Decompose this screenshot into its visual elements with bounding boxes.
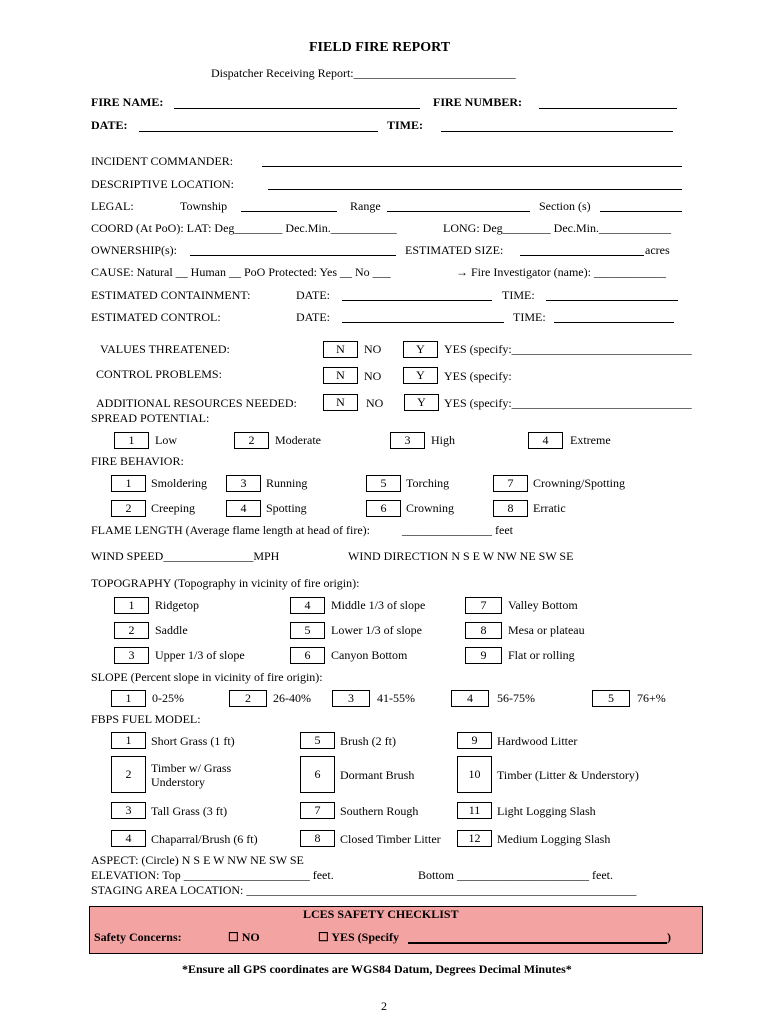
safety-concerns-label: Safety Concerns: [94,930,182,944]
slope-box-1[interactable]: 1 [111,690,146,707]
fuel-box-12[interactable]: 12 [457,830,492,847]
behavior-box-4[interactable]: 4 [226,500,261,517]
fuel-box-3[interactable]: 3 [111,802,146,819]
fuel-box-9[interactable]: 9 [457,732,492,749]
fuel-label-5: Brush (2 ft) [340,734,396,748]
staging-area-location[interactable]: STAGING AREA LOCATION: _________________________________________________________________ [91,883,637,897]
dispatcher-receiving-report[interactable]: Dispatcher Receiving Report:___________________________ [211,66,516,80]
fuel-box-4[interactable]: 4 [111,830,146,847]
fuel-model-label: FBPS FUEL MODEL: [91,712,201,726]
containment-date-field[interactable] [342,300,492,301]
cause-row[interactable]: CAUSE: Natural __ Human __ PoO Protected: Yes __ No ___ [91,265,391,279]
topo-box-2[interactable]: 2 [114,622,149,639]
spread-box-4[interactable]: 4 [528,432,563,449]
values-threatened-n-box[interactable]: N [323,341,358,358]
ownership-label: OWNERSHIP(s): [91,243,177,257]
control-problems-yes[interactable]: YES (specify: [444,369,512,383]
topo-box-4[interactable]: 4 [290,597,325,614]
fire-name-label: FIRE NAME: [91,95,164,109]
page-number: 2 [381,999,387,1013]
fire-number-field[interactable] [539,108,677,109]
behavior-label-3: Running [266,476,308,490]
fuel-label-1: Short Grass (1 ft) [151,734,235,748]
safety-specify-close: ) [667,930,671,944]
behavior-box-1[interactable]: 1 [111,475,146,492]
fuel-box-1[interactable]: 1 [111,732,146,749]
estimated-containment-label: ESTIMATED CONTAINMENT: [91,288,251,302]
fire-behavior-label: FIRE BEHAVIOR: [91,454,184,468]
township-field[interactable] [241,211,337,212]
safety-yes-checkbox[interactable]: ☐ YES (Specify [318,930,399,944]
elevation-bottom[interactable]: Bottom ______________________ feet. [418,868,613,882]
topo-label-4: Middle 1/3 of slope [331,598,426,612]
additional-resources-no: NO [366,396,384,410]
topo-label-5: Lower 1/3 of slope [331,623,422,637]
topo-box-9[interactable]: 9 [465,647,502,664]
additional-resources-label: ADDITIONAL RESOURCES NEEDED: [96,396,297,410]
values-threatened-label: VALUES THREATENED: [100,342,230,356]
control-problems-no: NO [364,369,382,383]
date-label: DATE: [91,118,128,132]
slope-label-1: 0-25% [152,691,184,705]
legal-label: LEGAL: [91,199,134,213]
fuel-label-10: Timber (Litter & Understory) [497,768,639,782]
fuel-box-10[interactable]: 10 [457,756,492,793]
topo-box-7[interactable]: 7 [465,597,502,614]
fuel-label-2a: Timber w/ Grass [151,761,232,775]
flame-length-label: FLAME LENGTH (Average flame length at head of fire): [91,523,371,537]
behavior-label-7: Crowning/Spotting [533,476,626,490]
slope-label-4: 56-75% [497,691,535,705]
incident-commander-field[interactable] [262,166,682,167]
slope-box-4[interactable]: 4 [451,690,489,707]
behavior-box-6[interactable]: 6 [366,500,401,517]
fuel-label-6: Dormant Brush [340,768,415,782]
section-field[interactable] [600,211,682,212]
behavior-label-6: Crowning [406,501,454,515]
behavior-box-3[interactable]: 3 [226,475,261,492]
incident-commander-label: INCIDENT COMMANDER: [91,154,234,168]
additional-resources-n-box[interactable]: N [323,394,358,411]
gps-datum-note: *Ensure all GPS coordinates are WGS84 Datum, Degrees Decimal Minutes* [182,962,572,976]
flame-length-field[interactable]: _______________ feet [402,523,513,537]
additional-resources-y-box[interactable]: Y [404,394,439,411]
behavior-label-4: Spotting [266,501,307,515]
slope-label: SLOPE (Percent slope in vicinity of fire origin): [91,670,323,684]
containment-time-label: TIME: [502,288,535,302]
control-problems-n-box[interactable]: N [323,367,358,384]
descriptive-location-label: DESCRIPTIVE LOCATION: [91,177,234,191]
aspect-row[interactable]: ASPECT: (Circle) N S E W NW NE SW SE [91,853,304,867]
range-label: Range [350,199,381,213]
fuel-box-6[interactable]: 6 [300,756,335,793]
topo-label-6: Canyon Bottom [331,648,408,662]
behavior-label-8: Erratic [533,501,566,515]
control-problems-label: CONTROL PROBLEMS: [96,367,222,381]
safety-no-checkbox[interactable]: ☐ NO [228,930,260,944]
estimated-control-label: ESTIMATED CONTROL: [91,310,221,324]
values-threatened-y-box[interactable]: Y [403,341,438,358]
control-time-label: TIME: [513,310,546,324]
range-field[interactable] [387,211,530,212]
wind-direction[interactable]: WIND DIRECTION N S E W NW NE SW SE [348,549,574,563]
slope-label-3: 41-55% [377,691,415,705]
fire-number-label: FIRE NUMBER: [433,95,522,109]
fuel-label-3: Tall Grass (3 ft) [151,804,228,818]
control-date-label: DATE: [296,310,330,324]
behavior-box-2[interactable]: 2 [111,500,146,517]
values-threatened-no: NO [364,342,382,356]
control-time-field[interactable] [554,322,674,323]
topo-label-8: Mesa or plateau [508,623,585,637]
spread-potential-label: SPREAD POTENTIAL: [91,411,210,425]
topo-label-9: Flat or rolling [508,648,575,662]
fuel-label-8: Closed Timber Litter [340,832,441,846]
coord-lat[interactable]: COORD (At PoO): LAT: Deg________ Dec.Min.___________ [91,221,397,235]
spread-box-2[interactable]: 2 [234,432,269,449]
topo-box-3[interactable]: 3 [114,647,149,664]
fuel-label-9: Hardwood Litter [497,734,578,748]
estimated-size-field[interactable] [520,255,644,256]
control-problems-y-box[interactable]: Y [403,367,438,384]
behavior-box-7[interactable]: 7 [493,475,528,492]
date-field[interactable] [139,131,378,132]
form-title: FIELD FIRE REPORT [309,40,451,55]
fuel-label-12: Medium Logging Slash [497,832,611,846]
containment-date-label: DATE: [296,288,330,302]
fuel-box-8[interactable]: 8 [300,830,335,847]
behavior-label-5: Torching [406,476,450,490]
topo-label-7: Valley Bottom [508,598,578,612]
spread-label-1: Low [155,433,177,447]
fuel-box-5[interactable]: 5 [300,732,335,749]
coord-long[interactable]: LONG: Deg________ Dec.Min.____________ [443,221,671,235]
time-field[interactable] [441,131,673,132]
acres-label: acres [645,243,670,257]
topography-label: TOPOGRAPHY (Topography in vicinity of fire origin): [91,576,360,590]
spread-label-4: Extreme [570,433,611,447]
fuel-label-11: Light Logging Slash [497,804,596,818]
spread-box-1[interactable]: 1 [114,432,149,449]
section-label: Section (s) [539,199,591,213]
slope-box-2[interactable]: 2 [229,690,267,707]
descriptive-location-field[interactable] [268,189,682,190]
elevation-top[interactable]: ELEVATION: Top _____________________ feet. [91,868,334,882]
behavior-label-1: Smoldering [151,476,207,490]
fuel-label-2b: Understory [151,775,205,789]
spread-label-2: Moderate [275,433,321,447]
topo-label-3: Upper 1/3 of slope [155,648,245,662]
fuel-label-4: Chaparral/Brush (6 ft) [151,832,258,846]
township-label: Township [180,199,228,213]
topo-box-5[interactable]: 5 [290,622,325,639]
containment-time-field[interactable] [546,300,678,301]
topo-box-1[interactable]: 1 [114,597,149,614]
control-date-field[interactable] [342,322,504,323]
additional-resources-yes[interactable]: YES (specify:______________________________ [444,396,692,410]
time-label: TIME: [387,118,423,132]
fuel-label-7: Southern Rough [340,804,419,818]
ownership-field[interactable] [190,255,396,256]
fuel-box-11[interactable]: 11 [457,802,492,819]
behavior-box-5[interactable]: 5 [366,475,401,492]
wind-speed[interactable]: WIND SPEED_______________MPH [91,549,280,563]
fire-name-field[interactable] [174,108,420,109]
fuel-box-2[interactable]: 2 [111,756,146,793]
spread-label-3: High [431,433,455,447]
topo-label-1: Ridgetop [155,598,199,612]
slope-label-5: 76+% [637,691,666,705]
topo-box-8[interactable]: 8 [465,622,502,639]
slope-box-5[interactable]: 5 [592,690,630,707]
slope-label-2: 26-40% [273,691,311,705]
behavior-label-2: Creeping [151,501,195,515]
spread-box-3[interactable]: 3 [390,432,425,449]
fuel-box-7[interactable]: 7 [300,802,335,819]
behavior-box-8[interactable]: 8 [493,500,528,517]
values-threatened-yes[interactable]: YES (specify:______________________________ [444,342,692,356]
estimated-size-label: ESTIMATED SIZE: [405,243,504,257]
slope-box-3[interactable]: 3 [332,690,370,707]
topo-label-2: Saddle [155,623,188,637]
safety-specify-field[interactable] [408,942,667,944]
lces-title: LCES SAFETY CHECKLIST [303,907,459,921]
topo-box-6[interactable]: 6 [290,647,325,664]
fire-investigator[interactable]: → Fire Investigator (name): ____________ [456,265,666,279]
